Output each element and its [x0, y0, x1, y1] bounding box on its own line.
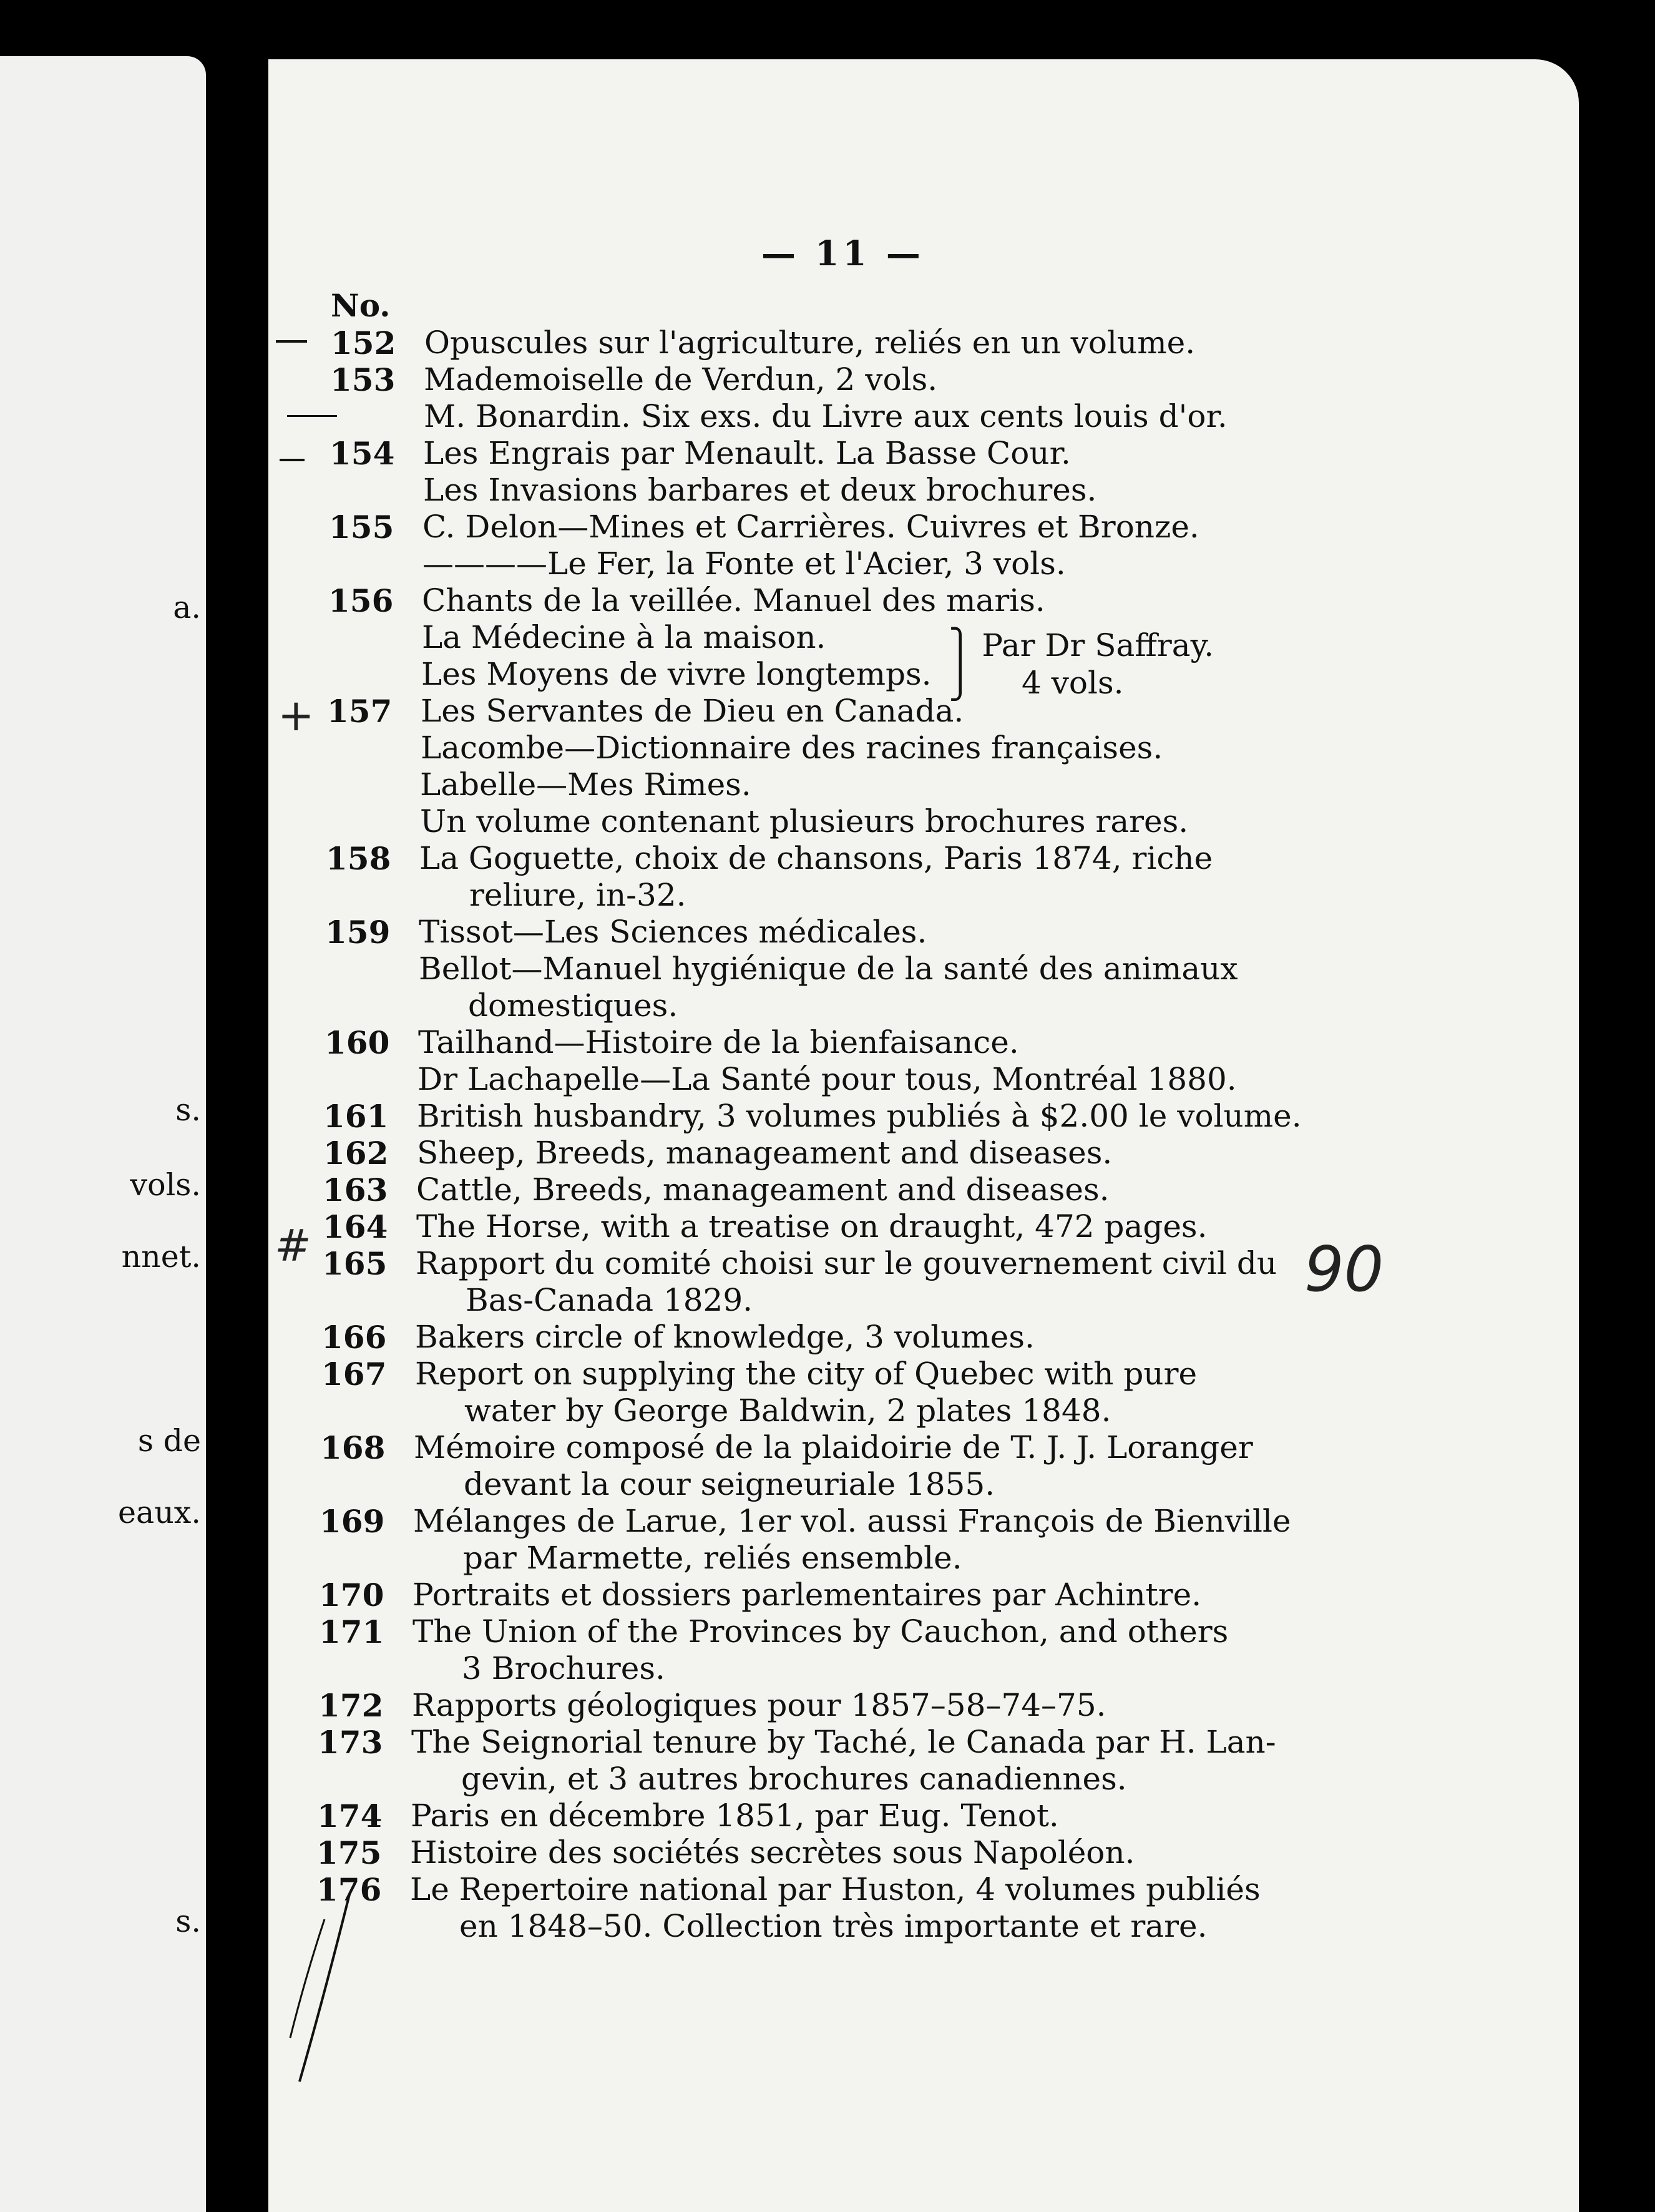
entry-line: [268, 1871, 1579, 1909]
entry-text: Labelle—Mes Rimes.: [420, 766, 751, 803]
entry-number: 164: [323, 1208, 388, 1245]
entry-number: 163: [323, 1172, 388, 1208]
entry-line: [268, 435, 1579, 472]
entry-line: [268, 325, 1579, 362]
entry-text: Rapports géologiques pour 1857–58–74–75.: [412, 1687, 1106, 1723]
entry-line: [268, 877, 1579, 914]
entry-line: [268, 1540, 1579, 1577]
entry-text: Un volume contenant plusieurs brochures rares.: [420, 803, 1189, 839]
entry-text: Tissot—Les Sciences médicales.: [419, 914, 927, 950]
entry-line: [268, 1613, 1579, 1651]
entry-line: [268, 1429, 1579, 1467]
entry-line: [268, 1908, 1579, 1945]
entry-text: Bakers circle of knowledge, 3 volumes.: [415, 1319, 1035, 1355]
entry-number: 170: [319, 1577, 384, 1613]
entry-number: 155: [329, 509, 394, 546]
margin-tick-mark: [287, 415, 337, 417]
entry-text: Mélanges de Larue, 1er vol. aussi François de Bienville: [413, 1503, 1291, 1539]
entry-text: Lacombe—Dictionnaire des racines françaises.: [421, 730, 1163, 766]
entry-line: [268, 803, 1579, 841]
entry-number: 175: [316, 1834, 382, 1871]
entry-line: [268, 472, 1579, 509]
entry-number: 162: [323, 1135, 389, 1172]
entry-line: [268, 1061, 1579, 1099]
left-page-edge: [0, 56, 206, 2212]
entry-number: 157: [327, 693, 393, 730]
entry-text: Mémoire composé de la plaidoirie de T. J. J. Loranger: [414, 1429, 1253, 1466]
handwritten-cross-mark: #: [275, 1220, 311, 1271]
entry-text: La Goguette, choix de chansons, Paris 1874, riche: [419, 840, 1213, 876]
left-fragment: a.: [173, 590, 201, 625]
left-fragment: s.: [175, 1092, 201, 1128]
entry-line: [268, 1356, 1579, 1393]
entry-number: 165: [322, 1245, 388, 1282]
entry-text: Dr Lachapelle—La Santé pour tous, Montréal 1880.: [417, 1061, 1237, 1097]
entry-line: [268, 1834, 1579, 1872]
left-fragment: eaux.: [118, 1495, 201, 1530]
entry-text: Cattle, Breeds, manageament and diseases.: [416, 1172, 1110, 1208]
entry-text: Le Repertoire national par Huston, 4 volumes publiés: [410, 1871, 1261, 1907]
entry-line: [268, 987, 1579, 1025]
entry-text: The Union of the Provinces by Cauchon, and others: [413, 1613, 1229, 1650]
entry-number: 173: [318, 1724, 383, 1761]
entry-line: [268, 361, 1579, 399]
entry-text: C. Delon—Mines et Carrières. Cuivres et Bronze.: [422, 509, 1199, 545]
entry-number: 161: [323, 1098, 389, 1135]
entry-line: [268, 582, 1579, 620]
entry-number: 152: [331, 325, 396, 361]
entry-text: Bellot—Manuel hygiénique de la santé des animaux: [419, 951, 1238, 987]
entry-line: [268, 1503, 1579, 1540]
left-fragment: vols.: [130, 1167, 201, 1203]
entry-text: Les Engrais par Menault. La Basse Cour.: [423, 435, 1071, 471]
entry-text: M. Bonardin. Six exs. du Livre aux cents louis d'or.: [424, 398, 1228, 434]
entry-line: [268, 840, 1579, 878]
entry-number: 176: [316, 1871, 382, 1908]
entry-text: 3 Brochures.: [462, 1650, 665, 1686]
entry-line: [268, 509, 1579, 546]
left-fragment: s de: [137, 1423, 201, 1459]
handwritten-slash-mark: [287, 1882, 362, 2107]
entry-number: 156: [328, 582, 394, 619]
entry-line: [268, 914, 1579, 951]
entry-text: Sheep, Breeds, manageament and diseases.: [417, 1135, 1113, 1171]
handwritten-plus-mark: +: [278, 690, 315, 741]
entry-number: 171: [319, 1613, 384, 1650]
entry-text: Tailhand—Histoire de la bienfaisance.: [418, 1024, 1019, 1060]
entry-text: Histoire des sociétés secrètes sous Napoléon.: [410, 1834, 1135, 1871]
entry-line: [268, 693, 1579, 730]
entry-line: [268, 1798, 1579, 1835]
entry-text: Mademoiselle de Verdun, 2 vols.: [424, 361, 938, 398]
entry-line: [268, 1098, 1579, 1135]
entry-number: 168: [320, 1429, 386, 1466]
entry-text: The Horse, with a treatise on draught, 472 pages.: [416, 1208, 1208, 1245]
entry-line: [268, 1650, 1579, 1688]
entry-line: [268, 656, 1579, 693]
entry-number: 166: [321, 1319, 387, 1356]
entry-text: Paris en décembre 1851, par Eug. Tenot.: [411, 1798, 1059, 1834]
entry-text: domestiques.: [468, 987, 678, 1024]
entry-line: [268, 1392, 1579, 1430]
entry-text: Bas-Canada 1829.: [466, 1282, 753, 1318]
entry-text: British husbandry, 3 volumes publiés à $2.00 le volume.: [417, 1098, 1302, 1134]
entry-line: [268, 730, 1579, 767]
entry-text: Les Servantes de Dieu en Canada.: [421, 693, 964, 729]
entry-text: Les Invasions barbares et deux brochures.: [423, 472, 1097, 508]
entry-line: [268, 546, 1579, 583]
entry-list: [268, 59, 1579, 2212]
entry-number: 159: [325, 914, 391, 951]
left-fragment: s.: [175, 1904, 201, 1939]
margin-tick-mark: [280, 459, 305, 461]
entry-text: ————Le Fer, la Fonte et l'Acier, 3 vols.: [422, 546, 1066, 582]
entry-text: reliure, in-32.: [469, 877, 686, 913]
left-fragment: nnet.: [121, 1239, 201, 1275]
page-number: — 11 —: [761, 233, 924, 273]
entry-number: 169: [320, 1503, 385, 1540]
entry-line: [268, 1319, 1579, 1356]
entry-number: 153: [330, 361, 396, 398]
entry-number: 172: [318, 1687, 384, 1724]
entry-text: Les Moyens de vivre longtemps.: [421, 656, 932, 692]
entry-text: par Marmette, reliés ensemble.: [463, 1540, 962, 1576]
entry-text: gevin, et 3 autres brochures canadiennes.: [461, 1761, 1127, 1797]
entry-line: [268, 1172, 1579, 1209]
entry-line: [268, 1466, 1579, 1504]
entry-text: La Médecine à la maison.: [422, 619, 826, 655]
entry-line: [268, 1724, 1579, 1761]
entry-text: water by George Baldwin, 2 plates 1848.: [464, 1392, 1111, 1429]
entry-line: [268, 619, 1579, 657]
entry-line: [268, 1687, 1579, 1725]
entry-text: Report on supplying the city of Quebec with pure: [415, 1356, 1198, 1392]
entry-text: devant la cour seigneuriale 1855.: [464, 1466, 995, 1502]
entry-number: 154: [330, 435, 395, 472]
entry-text: Chants de la veillée. Manuel des maris.: [422, 582, 1045, 619]
entry-number: 160: [325, 1024, 390, 1061]
entry-line: [268, 398, 1579, 436]
entry-line: [268, 951, 1579, 988]
brace-note-line2: ⎭ 4 vols.: [949, 665, 1124, 701]
entry-text: Rapport du comité choisi sur le gouvernement civil du: [416, 1245, 1277, 1281]
entry-line: [268, 1024, 1579, 1062]
catalogue-page: [268, 59, 1579, 2212]
entry-line: [268, 1761, 1579, 1798]
entry-line: [268, 766, 1579, 804]
entry-line: [268, 1577, 1579, 1614]
handwritten-margin-number: 90: [1304, 1233, 1384, 1306]
column-header-label: No.: [331, 287, 391, 324]
entry-number: 174: [317, 1798, 383, 1834]
entry-line: [268, 1135, 1579, 1172]
entry-number: 167: [321, 1356, 387, 1392]
entry-text: en 1848–50. Collection très importante et rare.: [459, 1908, 1208, 1944]
brace-note-line1: ⎫ Par Dr Saffray.: [949, 627, 1214, 663]
entry-text: Portraits et dossiers parlementaires par Achintre.: [413, 1577, 1202, 1613]
entry-text: Opuscules sur l'agriculture, reliés en un volume.: [424, 325, 1196, 361]
entry-number: 158: [326, 840, 391, 877]
entry-text: The Seignorial tenure by Taché, le Canada par H. Lan-: [411, 1724, 1276, 1760]
margin-tick-mark: [276, 340, 307, 343]
